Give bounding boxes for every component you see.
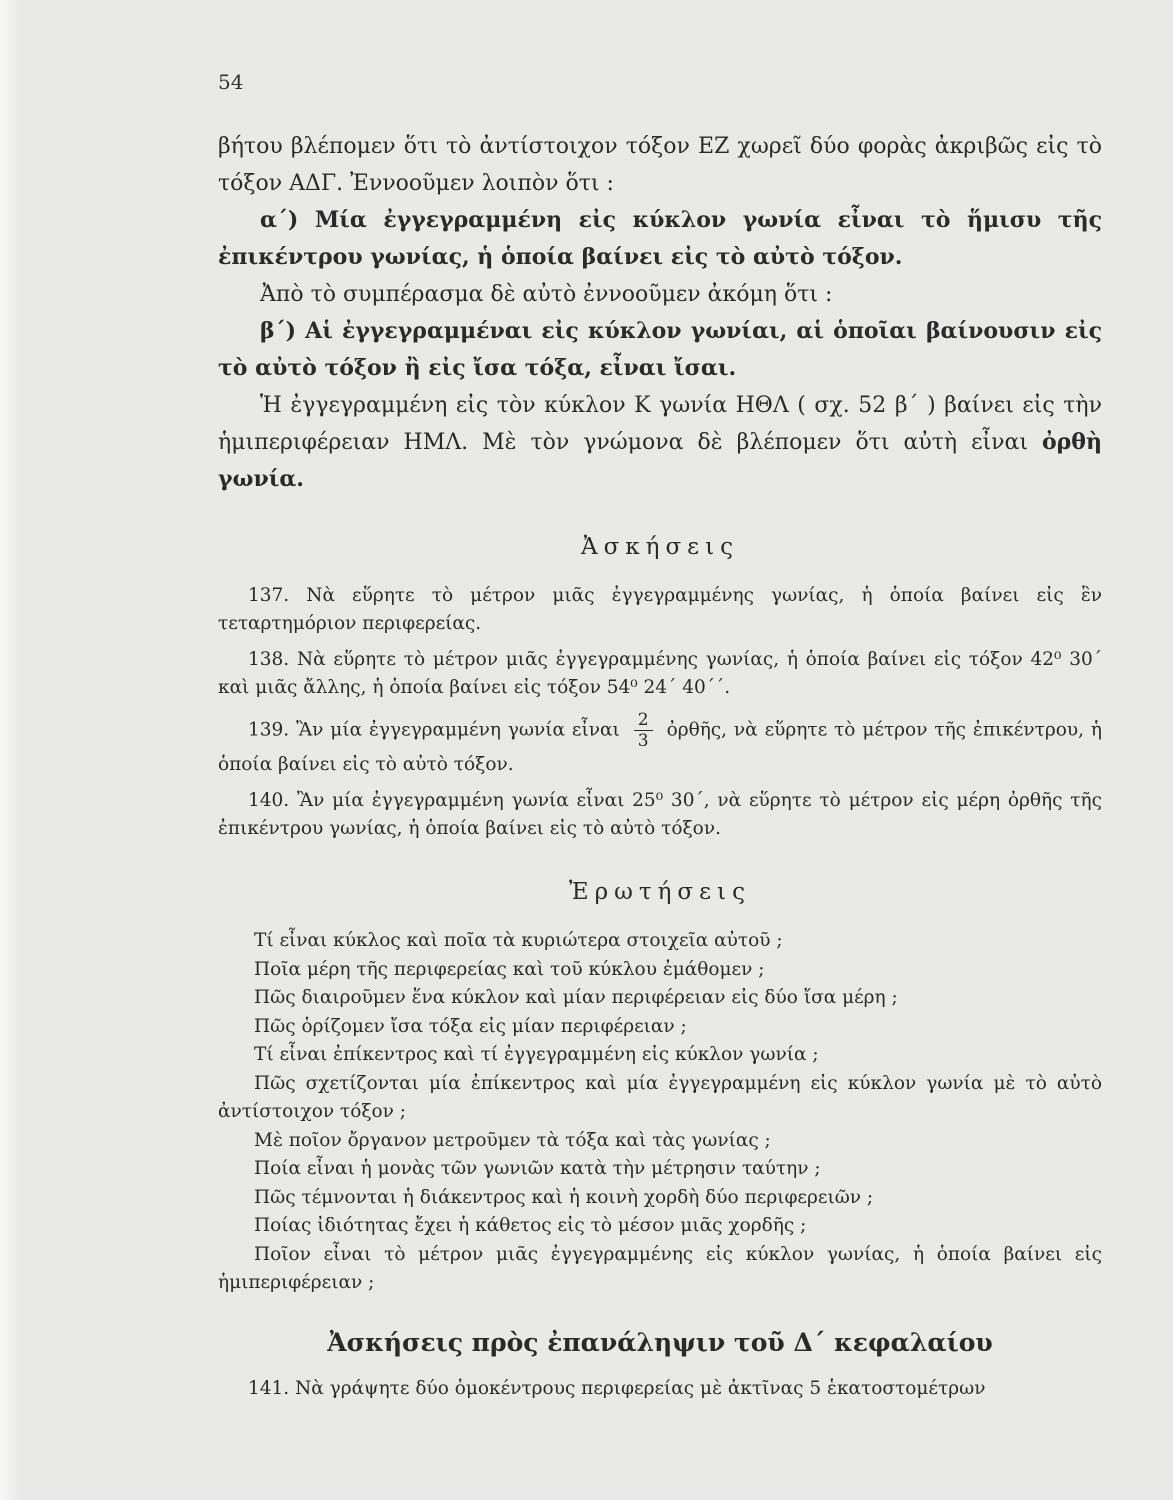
- exercise-139: [218, 710, 1102, 779]
- exercise-138: 138. Νὰ εὕρητε τὸ μέτρον μιᾶς ἐγγεγραμμένης γωνίας, ἡ ὁποία βαίνει εἰς τόξον 42⁰ 30΄ καὶ μιᾶς ἄλλης, ἡ ὁποία βαίνει εἰς τόξον 54⁰ 24΄ 40΄΄.: [218, 649, 1102, 698]
- right-angle-bold: ὀρθὴ γωνία.: [218, 429, 1102, 492]
- paragraph-conclusion: Ἀπὸ τὸ συμπέρασμα δὲ αὐτὸ ἐννοοῦμεν ἀκόμη ὅτι :: [260, 282, 833, 307]
- question-item: Πῶς σχετίζονται μία ἐπίκεντρος καὶ μία ἐγγεγραμμένη εἰς κύκλον γωνία μὲ τὸ αὐτὸ ἀντίστοιχον τόξον ;: [218, 1072, 1102, 1122]
- page-content: [218, 70, 1102, 1411]
- question-item: Ποίας ἰδιότητας ἔχει ἡ κάθετος εἰς τὸ μέσον μιᾶς χορδῆς ;: [254, 1215, 807, 1236]
- page-edge: [0, 0, 22, 1500]
- review-heading: Ἀσκήσεις πρὸς ἐπανάληψιν τοῦ Δ΄ κεφαλαίου: [327, 1327, 993, 1357]
- theorem-b: β΄) Αἱ ἐγγεγραμμέναι εἰς κύκλον γωνίαι, αἱ ὁποῖαι βαίνουσιν εἰς τὸ αὐτὸ τόξον ἢ εἰς ἴσα τόξα, εἶναι ἴσαι.: [218, 318, 1102, 381]
- exercise-141: 141. Νὰ γράψητε δύο ὁμοκέντρους περιφερείας μὲ ἀκτῖνας 5 ἑκατοστομέτρων: [248, 1377, 986, 1399]
- paragraph-intro: βήτου βλέπομεν ὅτι τὸ ἀντίστοιχον τόξον ΕΖ χωρεῖ δύο φορὰς ἀκριβῶς εἰς τὸ τόξον ΑΔΓ. Ἐννοοῦμεν λοιπὸν ὅτι :: [218, 134, 1102, 196]
- questions-heading: Ἐρωτήσεις: [569, 879, 751, 905]
- exercise-137: 137. Νὰ εὕρητε τὸ μέτρον μιᾶς ἐγγεγραμμένης γωνίας, ἡ ὁποία βαίνει εἰς ἓν τεταρτημόριον περιφερείας.: [218, 585, 1102, 634]
- question-item: Ποία εἶναι ἡ μονὰς τῶν γωνιῶν κατὰ τὴν μέτρησιν ταύτην ;: [254, 1158, 821, 1179]
- exercise-139-end: ὀρθῆς, νὰ εὕρητε τὸ μέτρον τῆς ἐπικέντρου, ἡ ὁποία βαίνει εἰς τὸ αὐτὸ τόξον.: [218, 719, 1102, 775]
- question-item: Πῶς τέμνονται ἡ διάκεντρος καὶ ἡ κοινὴ χορδὴ δύο περιφερειῶν ;: [254, 1186, 874, 1208]
- question-item: Τί εἶναι κύκλος καὶ ποῖα τὰ κυριώτερα στοιχεῖα αὐτοῦ ;: [254, 930, 783, 951]
- exercise-139-start: 139. Ἂν μία ἐγγεγραμμένη γωνία εἶναι: [248, 719, 620, 741]
- fraction-two-thirds: [634, 710, 653, 751]
- question-item: Πῶς διαιροῦμεν ἕνα κύκλον καὶ μίαν περιφέρειαν εἰς δύο ἴσα μέρη ;: [254, 987, 898, 1008]
- question-item: Ποῖα μέρη τῆς περιφερείας καὶ τοῦ κύκλου ἐμάθομεν ;: [254, 958, 765, 980]
- fraction-denominator: 3: [637, 731, 649, 751]
- questions-list: [218, 927, 1102, 1298]
- exercise-140: 140. Ἂν μία ἐγγεγραμμένη γωνία εἶναι 25⁰ 30΄, νὰ εὕρητε τὸ μέτρον εἰς μέρη ὀρθῆς τῆς ἐπικέντρου γωνίας, ἡ ὁποία βαίνει εἰς τὸ αὐτὸ τόξον.: [218, 790, 1102, 839]
- paragraph-right-angle: [218, 387, 1102, 498]
- theorem-a: α΄) Μία ἐγγεγραμμένη εἰς κύκλον γωνία εἶναι τὸ ἥμισυ τῆς ἐπικέντρου γωνίας, ἡ ὁποία βαίνει εἰς τὸ αὐτὸ τόξον.: [218, 207, 1102, 270]
- question-item: Μὲ ποῖον ὄργανον μετροῦμεν τὰ τόξα καὶ τὰς γωνίας ;: [254, 1129, 771, 1151]
- page-number: 54: [218, 70, 244, 94]
- question-item: Τί εἶναι ἐπίκεντρος καὶ τί ἐγγεγραμμένη εἰς κύκλον γωνία ;: [254, 1044, 819, 1065]
- question-item: Πῶς ὁρίζομεν ἴσα τόξα εἰς μίαν περιφέρειαν ;: [254, 1015, 687, 1037]
- question-item: Ποῖον εἶναι τὸ μέτρον μιᾶς ἐγγεγραμμένης εἰς κύκλον γωνίας, ἡ ὁποία βαίνει εἰς ἡμιπεριφέρειαν ;: [218, 1243, 1102, 1293]
- exercises-heading: Ἀσκήσεις: [581, 534, 739, 560]
- fraction-numerator: 2: [634, 710, 653, 731]
- right-angle-text: Ἡ ἐγγεγραμμένη εἰς τὸν κύκλον Κ γωνία ΗΘΛ ( σχ. 52 β΄ ) βαίνει εἰς τὴν ἡμιπεριφέρειαν ΗΜΛ. Μὲ τὸν γνώμονα δὲ βλέπομεν ὅτι αὐτὴ εἶναι: [218, 393, 1102, 455]
